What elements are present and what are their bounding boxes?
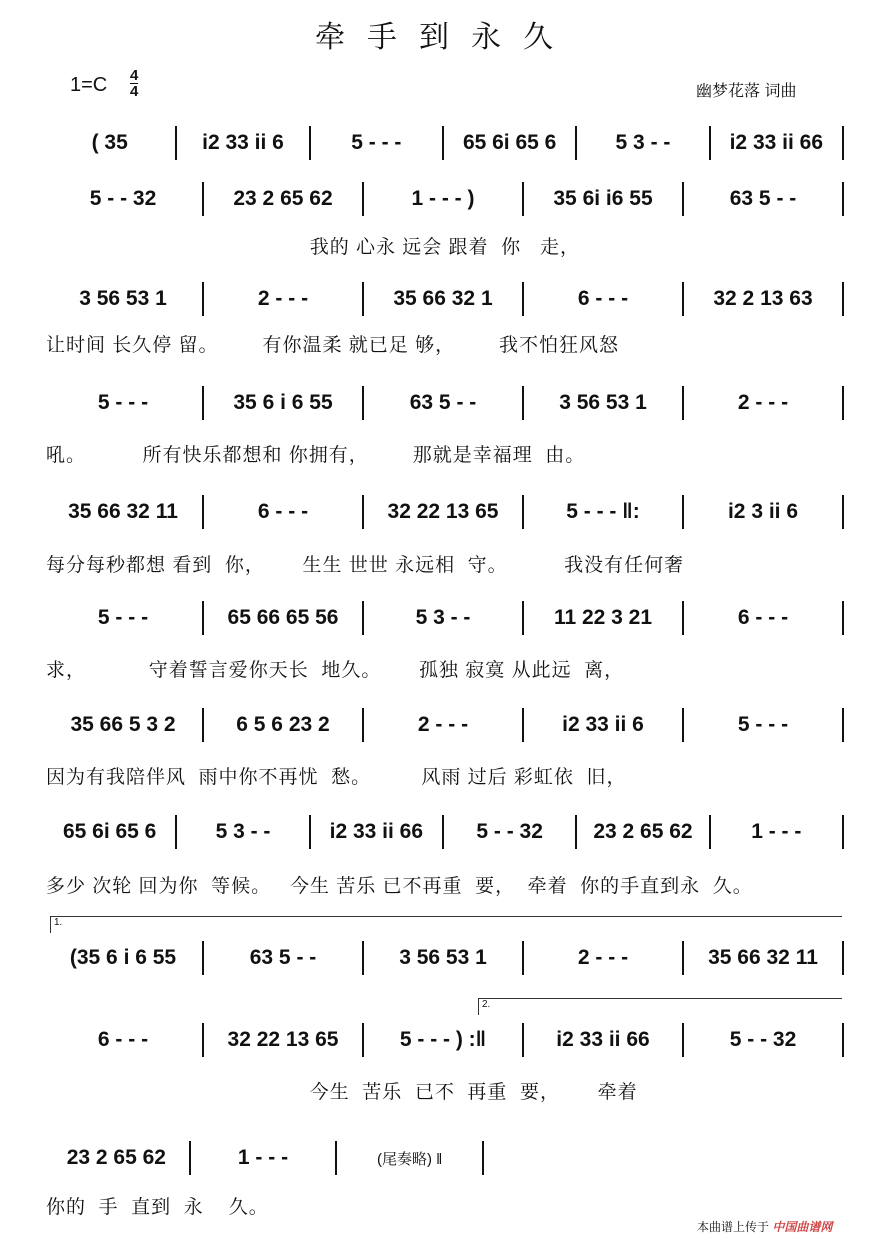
measure: 3 56 53 1 [364,941,524,975]
measure: 65 6i 65 6 [444,126,577,160]
measure: 5 3 - - [577,126,710,160]
measure: 2 - - - [524,941,684,975]
measure: 2 - - - [684,386,844,420]
site-logo[interactable]: 中国曲谱网 [772,1220,833,1234]
measure: i2 33 ii 6 [524,708,684,742]
measure: 63 5 - - [364,386,524,420]
lyrics-line: 我的 心永 远会 跟着 你 走， [46,237,580,258]
measure: 6 - - - [684,601,844,635]
measure: i2 3 ii 6 [684,495,844,529]
measure: 5 - - 32 [684,1023,844,1057]
measure: 35 6i i6 55 [524,182,684,216]
song-title: 牵手到永久 [315,20,575,55]
measure: 65 6i 65 6 [44,815,177,849]
staff-system [44,282,844,316]
measure: 65 66 65 56 [204,601,364,635]
footer [697,1218,832,1235]
volta-2: 2. [478,998,842,1015]
measure: i2 33 ii 6 [177,126,310,160]
measure: 5 - - - [684,708,844,742]
measure: (尾奏略) ‖ [337,1141,484,1175]
measure: 6 5 6 23 2 [204,708,364,742]
staff-system [44,708,844,742]
lyrics-line: 求， 守着誓言爱你天长 地久。 孤独 寂寞 从此远 离， [46,660,625,681]
measure: i2 33 ii 66 [311,815,444,849]
measure: 32 2 13 63 [684,282,844,316]
staff-system [44,1023,844,1057]
measure: 6 - - - [204,495,364,529]
measure: 5 - - 32 [44,182,204,216]
time-signature [130,68,138,99]
lyrics-line: 每分每秒都想 看到 你， 生生 世世 永远相 守。 我没有任何奢 [46,555,685,576]
lyrics-line: 让时间 长久停 留。 有你温柔 就已足 够， 我不怕狂风怒 [46,335,620,356]
lyrics-line: 因为有我陪伴风 雨中你不再忧 愁。 风雨 过后 彩虹依 旧， [46,767,627,788]
lyrics-line: 多少 次轮 回为你 等候。 今生 苦乐 已不再重 要， 牵着 你的手直到永 久。 [46,876,753,897]
measure: 5 3 - - [177,815,310,849]
staff-system [44,386,844,420]
time-sig-bottom: 4 [130,83,139,100]
measure: 1 - - - [711,815,844,849]
measure: 5 - - 32 [444,815,577,849]
lyrics-line: 今生 苦乐 已不 再重 要， 牵着 [46,1082,638,1103]
measure: 32 22 13 65 [364,495,524,529]
measure: 6 - - - [44,1023,204,1057]
measure: 63 5 - - [204,941,364,975]
measure: 2 - - - [364,708,524,742]
staff-system [44,182,844,216]
measure: 5 - - - [311,126,444,160]
measure: i2 33 ii 66 [711,126,844,160]
measure: 2 - - - [204,282,364,316]
measure: 5 - - - ‖: [524,495,684,529]
staff-system [44,126,844,160]
staff-system [44,495,844,529]
measure: 1 - - - [191,1141,338,1175]
footer-text: 本曲谱上传于 [697,1220,770,1234]
measure: (35 6 i 6 55 [44,941,204,975]
measure: 23 2 65 62 [204,182,364,216]
author-credit: 幽梦花落 词曲 [696,83,797,100]
lyrics-line: 你的 手 直到 永 久。 [46,1197,269,1218]
measure: 3 56 53 1 [524,386,684,420]
measure: 63 5 - - [684,182,844,216]
measure: 32 22 13 65 [204,1023,364,1057]
key-signature: 1=C [70,74,108,96]
measure: 11 22 3 21 [524,601,684,635]
measure: ( 35 [44,126,177,160]
staff-system [44,601,844,635]
staff-system [44,815,844,849]
measure: 23 2 65 62 [577,815,710,849]
measure: 5 - - - ) :‖ [364,1023,524,1057]
time-sig-top: 4 [130,67,139,84]
measure: 6 - - - [524,282,684,316]
lyrics-line: 吼。 所有快乐都想和 你拥有， 那就是幸福理 由。 [46,445,586,466]
measure: 35 66 5 3 2 [44,708,204,742]
measure: 5 - - - [44,386,204,420]
measure: 35 66 32 1 [364,282,524,316]
measure: 35 6 i 6 55 [204,386,364,420]
measure: 35 66 32 11 [684,941,844,975]
measure: 5 - - - [44,601,204,635]
measure: 35 66 32 11 [44,495,204,529]
staff-system [44,1141,484,1175]
measure: 1 - - - ) [364,182,524,216]
measure: 3 56 53 1 [44,282,204,316]
staff-system [44,941,844,975]
volta-1: 1. [50,916,842,933]
measure: 23 2 65 62 [44,1141,191,1175]
measure: i2 33 ii 66 [524,1023,684,1057]
measure: 5 3 - - [364,601,524,635]
